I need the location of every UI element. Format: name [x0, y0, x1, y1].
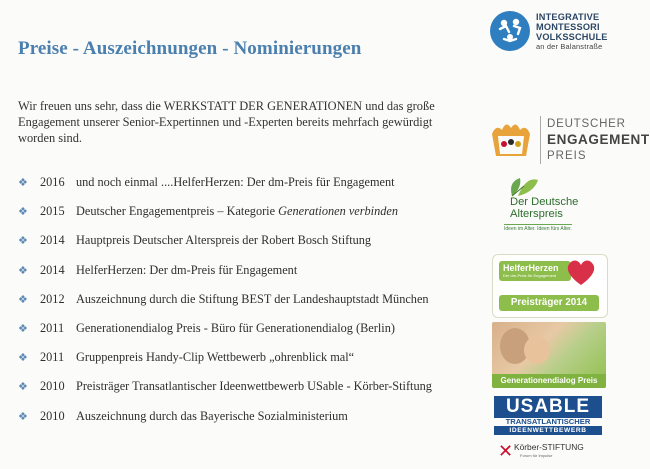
hh-header: [499, 261, 571, 281]
school-name-line3: VOLKSSCHULE: [536, 32, 608, 42]
dda-line2: Alterspreis: [510, 208, 563, 220]
award-year: 2011: [40, 350, 65, 365]
award-list: [18, 174, 468, 437]
usable-logo: [494, 396, 602, 436]
award-text: Hauptpreis Deutscher Alterspreis der Robert Bosch Stiftung: [76, 233, 372, 248]
award-year: 2014: [40, 262, 65, 277]
diamond-bullet-icon: ❖: [18, 352, 28, 365]
award-item: [18, 262, 468, 291]
helferherzen-logo: [492, 254, 608, 318]
diamond-bullet-icon: ❖: [18, 410, 28, 423]
child-face-image: [524, 336, 550, 364]
award-item: [18, 378, 468, 407]
leaf-icon: [504, 174, 544, 198]
deutscher-alterspreis-logo: [496, 172, 604, 236]
usable-sub2: IDEENWETTBEWERB: [494, 426, 602, 435]
diamond-bullet-icon: ❖: [18, 177, 28, 189]
dep-line2: ENGAGEMENT: [547, 132, 650, 147]
award-text: Generationendialog Preis - Büro für Generationendialog (Berlin): [76, 320, 395, 335]
heart-icon: [565, 257, 597, 287]
diamond-bullet-icon: ❖: [18, 206, 28, 219]
koerber-name: Körber-STIFTUNG: [514, 442, 584, 452]
dep-text: [540, 116, 650, 164]
hh-subtitle: Der dm-Preis für Engagement: [503, 273, 557, 278]
intro-paragraph: Wir freuen uns sehr, dass die WERKSTATT DER GENERATIONEN und das große Engagement unserer Senior-Expertinnen und -Experten bereits mehrfach gewürdigt worden sind.: [18, 99, 435, 145]
school-name: [536, 12, 608, 52]
award-item: [18, 291, 468, 320]
hh-title: HelferHerzen: [503, 263, 559, 273]
award-text: Preisträger Transatlantischer Ideenwettbewerb USable - Körber-Stiftung: [76, 379, 432, 394]
generationendialog-preis-logo: [492, 322, 606, 388]
award-item: [18, 349, 468, 378]
award-year: 2010: [40, 408, 65, 423]
dep-line3: PREIS: [547, 150, 587, 162]
award-item: [18, 174, 468, 203]
koerber-x-icon: ✕: [498, 441, 514, 461]
dep-line1: DEUTSCHER: [547, 118, 626, 130]
diamond-bullet-icon: ❖: [18, 235, 28, 248]
award-item: [18, 203, 468, 232]
diamond-bullet-icon: ❖: [18, 293, 28, 306]
crown-icon: [488, 116, 534, 162]
award-text: HelferHerzen: Der dm-Preis für Engagement: [76, 262, 298, 277]
gd-label: Generationendialog Preis: [492, 374, 606, 388]
usable-title: USABLE: [494, 396, 602, 418]
award-text: Auszeichnung durch das Bayerische Sozialministerium: [76, 408, 348, 423]
award-item: [18, 320, 468, 349]
award-year: 2016: [40, 175, 65, 189]
dda-text: [510, 196, 578, 220]
award-year: 2012: [40, 291, 65, 306]
school-name-line4: an der Balanstraße: [536, 42, 603, 51]
page-title: Preise - Auszeichnungen - Nominierungen: [18, 38, 362, 59]
award-text: Gruppenpreis Handy-Clip Wettbewerb „ohrenblick mal“: [76, 350, 355, 365]
award-category: Generationen verbinden: [278, 204, 398, 219]
diamond-bullet-icon: ❖: [18, 264, 28, 277]
school-name-line1: INTEGRATIVE: [536, 12, 600, 22]
dda-slogan: Ideen im Alter. Ideen fürs Alter.: [504, 226, 572, 232]
diamond-bullet-icon: ❖: [18, 381, 28, 394]
school-name-line2: MONTESSORI: [536, 22, 600, 32]
award-item: [18, 232, 468, 261]
award-text: Auszeichnung durch die Stiftung BEST der Landeshauptstadt München: [76, 291, 429, 306]
usable-sub1: TRANSATLANTISCHER: [505, 417, 591, 426]
award-year: 2014: [40, 233, 65, 248]
diamond-bullet-icon: ❖: [18, 322, 28, 335]
koerber-subtitle: Forum für Impulse: [520, 453, 553, 458]
award-text: Deutscher Engagementpreis – Kategorie: [76, 204, 279, 219]
school-logo: [478, 8, 646, 54]
dda-line1: Der Deutsche: [510, 196, 579, 208]
award-year: 2010: [40, 379, 65, 394]
award-year: 2015: [40, 204, 65, 219]
award-item: [18, 408, 468, 437]
children-circle-icon: [490, 11, 530, 51]
hh-award-label: Preisträger 2014: [499, 295, 599, 311]
koerber-stiftung-logo: [498, 440, 598, 466]
award-text: und noch einmal ....HelferHerzen: Der dm-Preis für Engagement: [76, 175, 395, 189]
award-year: 2011: [40, 320, 65, 335]
deutscher-engagement-preis-logo: [488, 112, 650, 164]
